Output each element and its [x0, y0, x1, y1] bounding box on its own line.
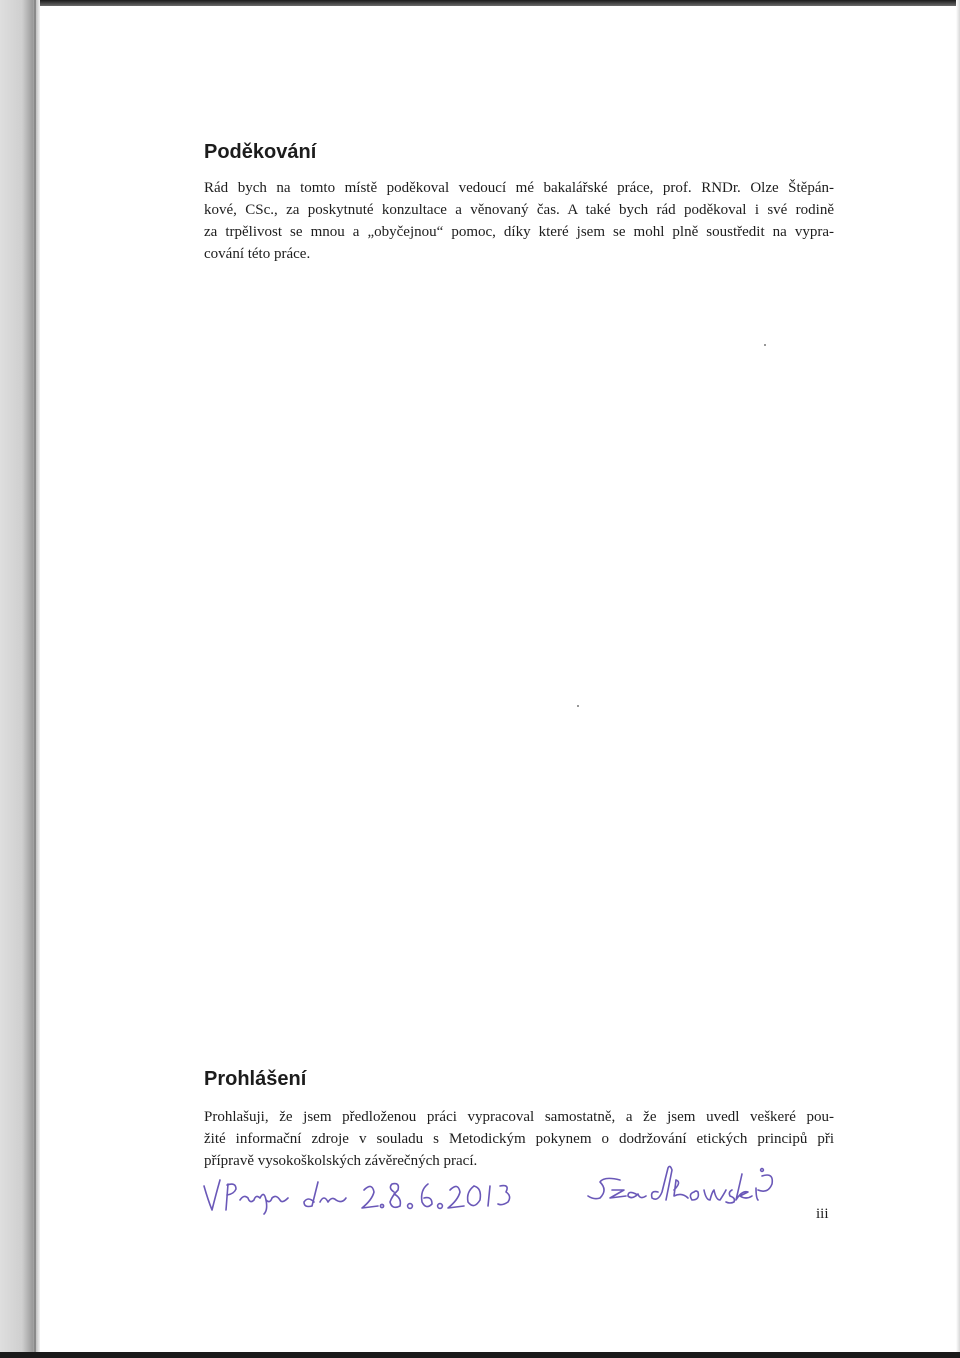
- declaration-line: žité informační zdroje v souladu s Metodickým pokynem o dodržování etických principů při: [204, 1131, 834, 1147]
- scan-edge-right: [956, 0, 960, 1358]
- scan-edge-top: [0, 0, 960, 6]
- acknowledgements-paragraph: [204, 177, 834, 265]
- acknowledgements-heading: Poděkování: [204, 141, 317, 163]
- scan-binding-line: [34, 0, 36, 1358]
- page-number: iii: [816, 1206, 829, 1222]
- scan-speck: [764, 344, 766, 346]
- declaration-line: Prohlašuji, že jsem předloženou práci vypracoval samostatně, a že jsem uvedl veškeré pou-: [204, 1109, 834, 1125]
- acknowledgements-line: kové, CSc., za poskytnuté konzultace a věnovaný čas. A také bych rád poděkoval i své rodině: [204, 202, 834, 218]
- declaration-heading: Prohlášení: [204, 1068, 307, 1090]
- acknowledgements-line: cování této práce.: [204, 246, 311, 262]
- handwritten-signature: [196, 1160, 786, 1218]
- acknowledgements-line: za trpělivost se mnou a „obyčejnou“ pomoc, díky které jsem se mohl plně soustředit na vypra-: [204, 224, 834, 240]
- scan-edge-bottom: [0, 1352, 960, 1358]
- scan-speck: [577, 705, 579, 707]
- declaration-line: přípravě vysokoškolských závěrečných prací.: [204, 1153, 478, 1169]
- acknowledgements-line: Rád bych na tomto místě poděkoval vedoucí mé bakalářské práce, prof. RNDr. Olze Štěpán-: [204, 180, 834, 196]
